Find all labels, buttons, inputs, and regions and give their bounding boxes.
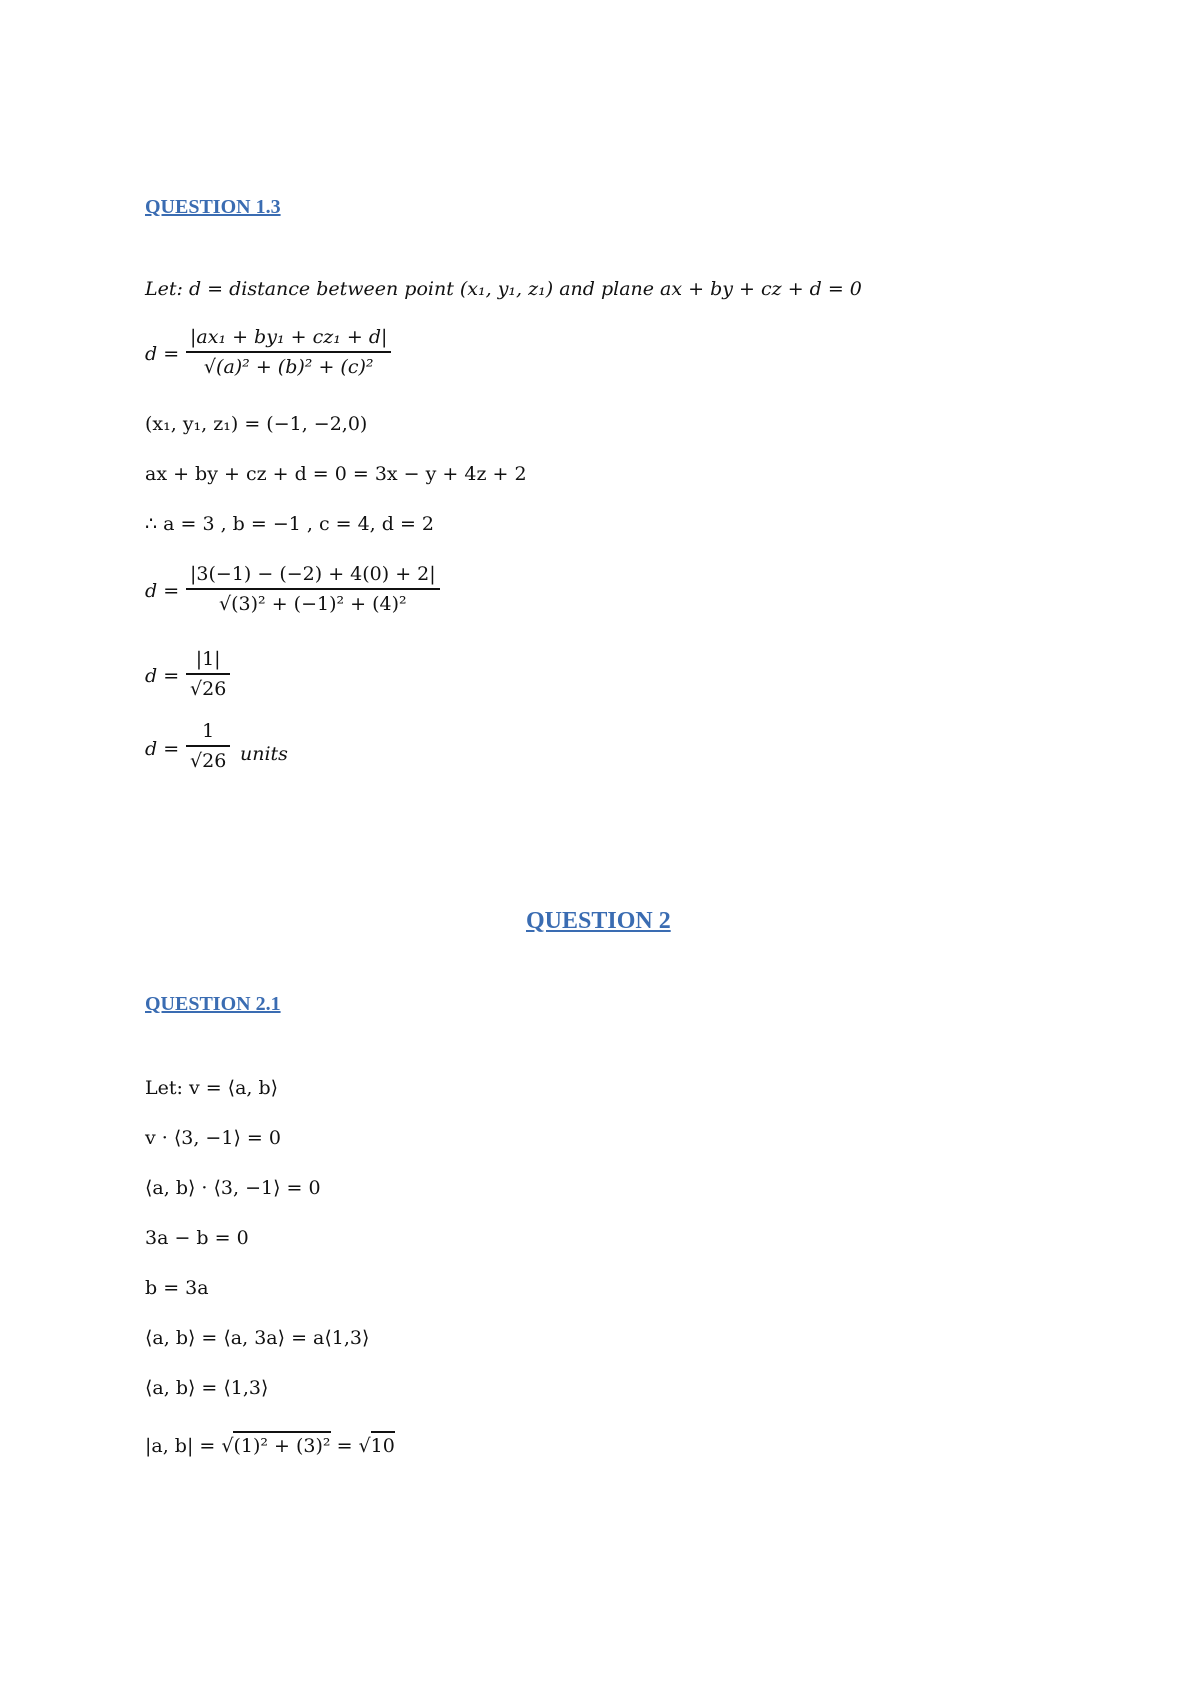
radical-sign-1: √ xyxy=(221,1435,234,1457)
point-line: (x₁, y₁, z₁) = (−1, −2,0) xyxy=(145,413,368,435)
final-lhs: d = xyxy=(145,738,180,760)
magnitude-equals: = xyxy=(330,1435,359,1457)
q21-line-1: Let: v = ⟨a, b⟩ xyxy=(145,1077,279,1099)
magnitude-line xyxy=(145,1435,395,1457)
substitution-fraction xyxy=(186,563,440,615)
substitution-denominator: √(3)² + (−1)² + (4)² xyxy=(219,593,407,615)
q21-line-7: ⟨a, b⟩ = ⟨1,3⟩ xyxy=(145,1377,269,1399)
q21-line-6: ⟨a, b⟩ = ⟨a, 3a⟩ = a⟨1,3⟩ xyxy=(145,1327,370,1349)
simplified-fraction xyxy=(186,648,230,700)
q21-line-4: 3a − b = 0 xyxy=(145,1227,249,1249)
final-units: units xyxy=(240,743,288,765)
q21-line-5: b = 3a xyxy=(145,1277,209,1299)
question-1-3-heading: QUESTION 1.3 xyxy=(145,196,281,218)
formula-lhs: d = xyxy=(145,343,180,365)
final-fraction xyxy=(186,720,230,772)
fraction-bar xyxy=(186,673,230,675)
simplified-denominator: √26 xyxy=(190,678,227,700)
coefficients-line: ∴ a = 3 , b = −1 , c = 4, d = 2 xyxy=(145,513,435,535)
final-denominator: √26 xyxy=(190,750,227,772)
magnitude-radicand-2: 10 xyxy=(371,1431,395,1457)
fraction-bar xyxy=(186,745,230,747)
formula-numerator: |ax₁ + by₁ + cz₁ + d| xyxy=(190,326,388,348)
magnitude-lhs: |a, b| = xyxy=(145,1435,222,1457)
substitution-numerator: |3(−1) − (−2) + 4(0) + 2| xyxy=(190,563,436,585)
plane-line: ax + by + cz + d = 0 = 3x − y + 4z + 2 xyxy=(145,463,527,485)
question-2-heading: QUESTION 2 xyxy=(526,908,671,934)
distance-formula-fraction xyxy=(186,326,391,378)
question-2-1-heading: QUESTION 2.1 xyxy=(145,993,281,1015)
magnitude-radicand-1: (1)² + (3)² xyxy=(233,1431,330,1457)
fraction-bar xyxy=(186,351,391,353)
let-definition-line: Let: d = distance between point (x₁, y₁, z₁) and plane ax + by + cz + d = 0 xyxy=(145,278,862,300)
formula-denominator: √(a)² + (b)² + (c)² xyxy=(203,356,374,378)
radical-sign-2: √ xyxy=(358,1435,371,1457)
fraction-bar xyxy=(186,588,440,590)
substitution-lhs: d = xyxy=(145,580,180,602)
q21-line-2: v · ⟨3, −1⟩ = 0 xyxy=(145,1127,281,1149)
simplified-numerator: |1| xyxy=(195,648,221,670)
final-numerator: 1 xyxy=(202,720,215,742)
q21-line-3: ⟨a, b⟩ · ⟨3, −1⟩ = 0 xyxy=(145,1177,321,1199)
simplified-lhs: d = xyxy=(145,665,180,687)
